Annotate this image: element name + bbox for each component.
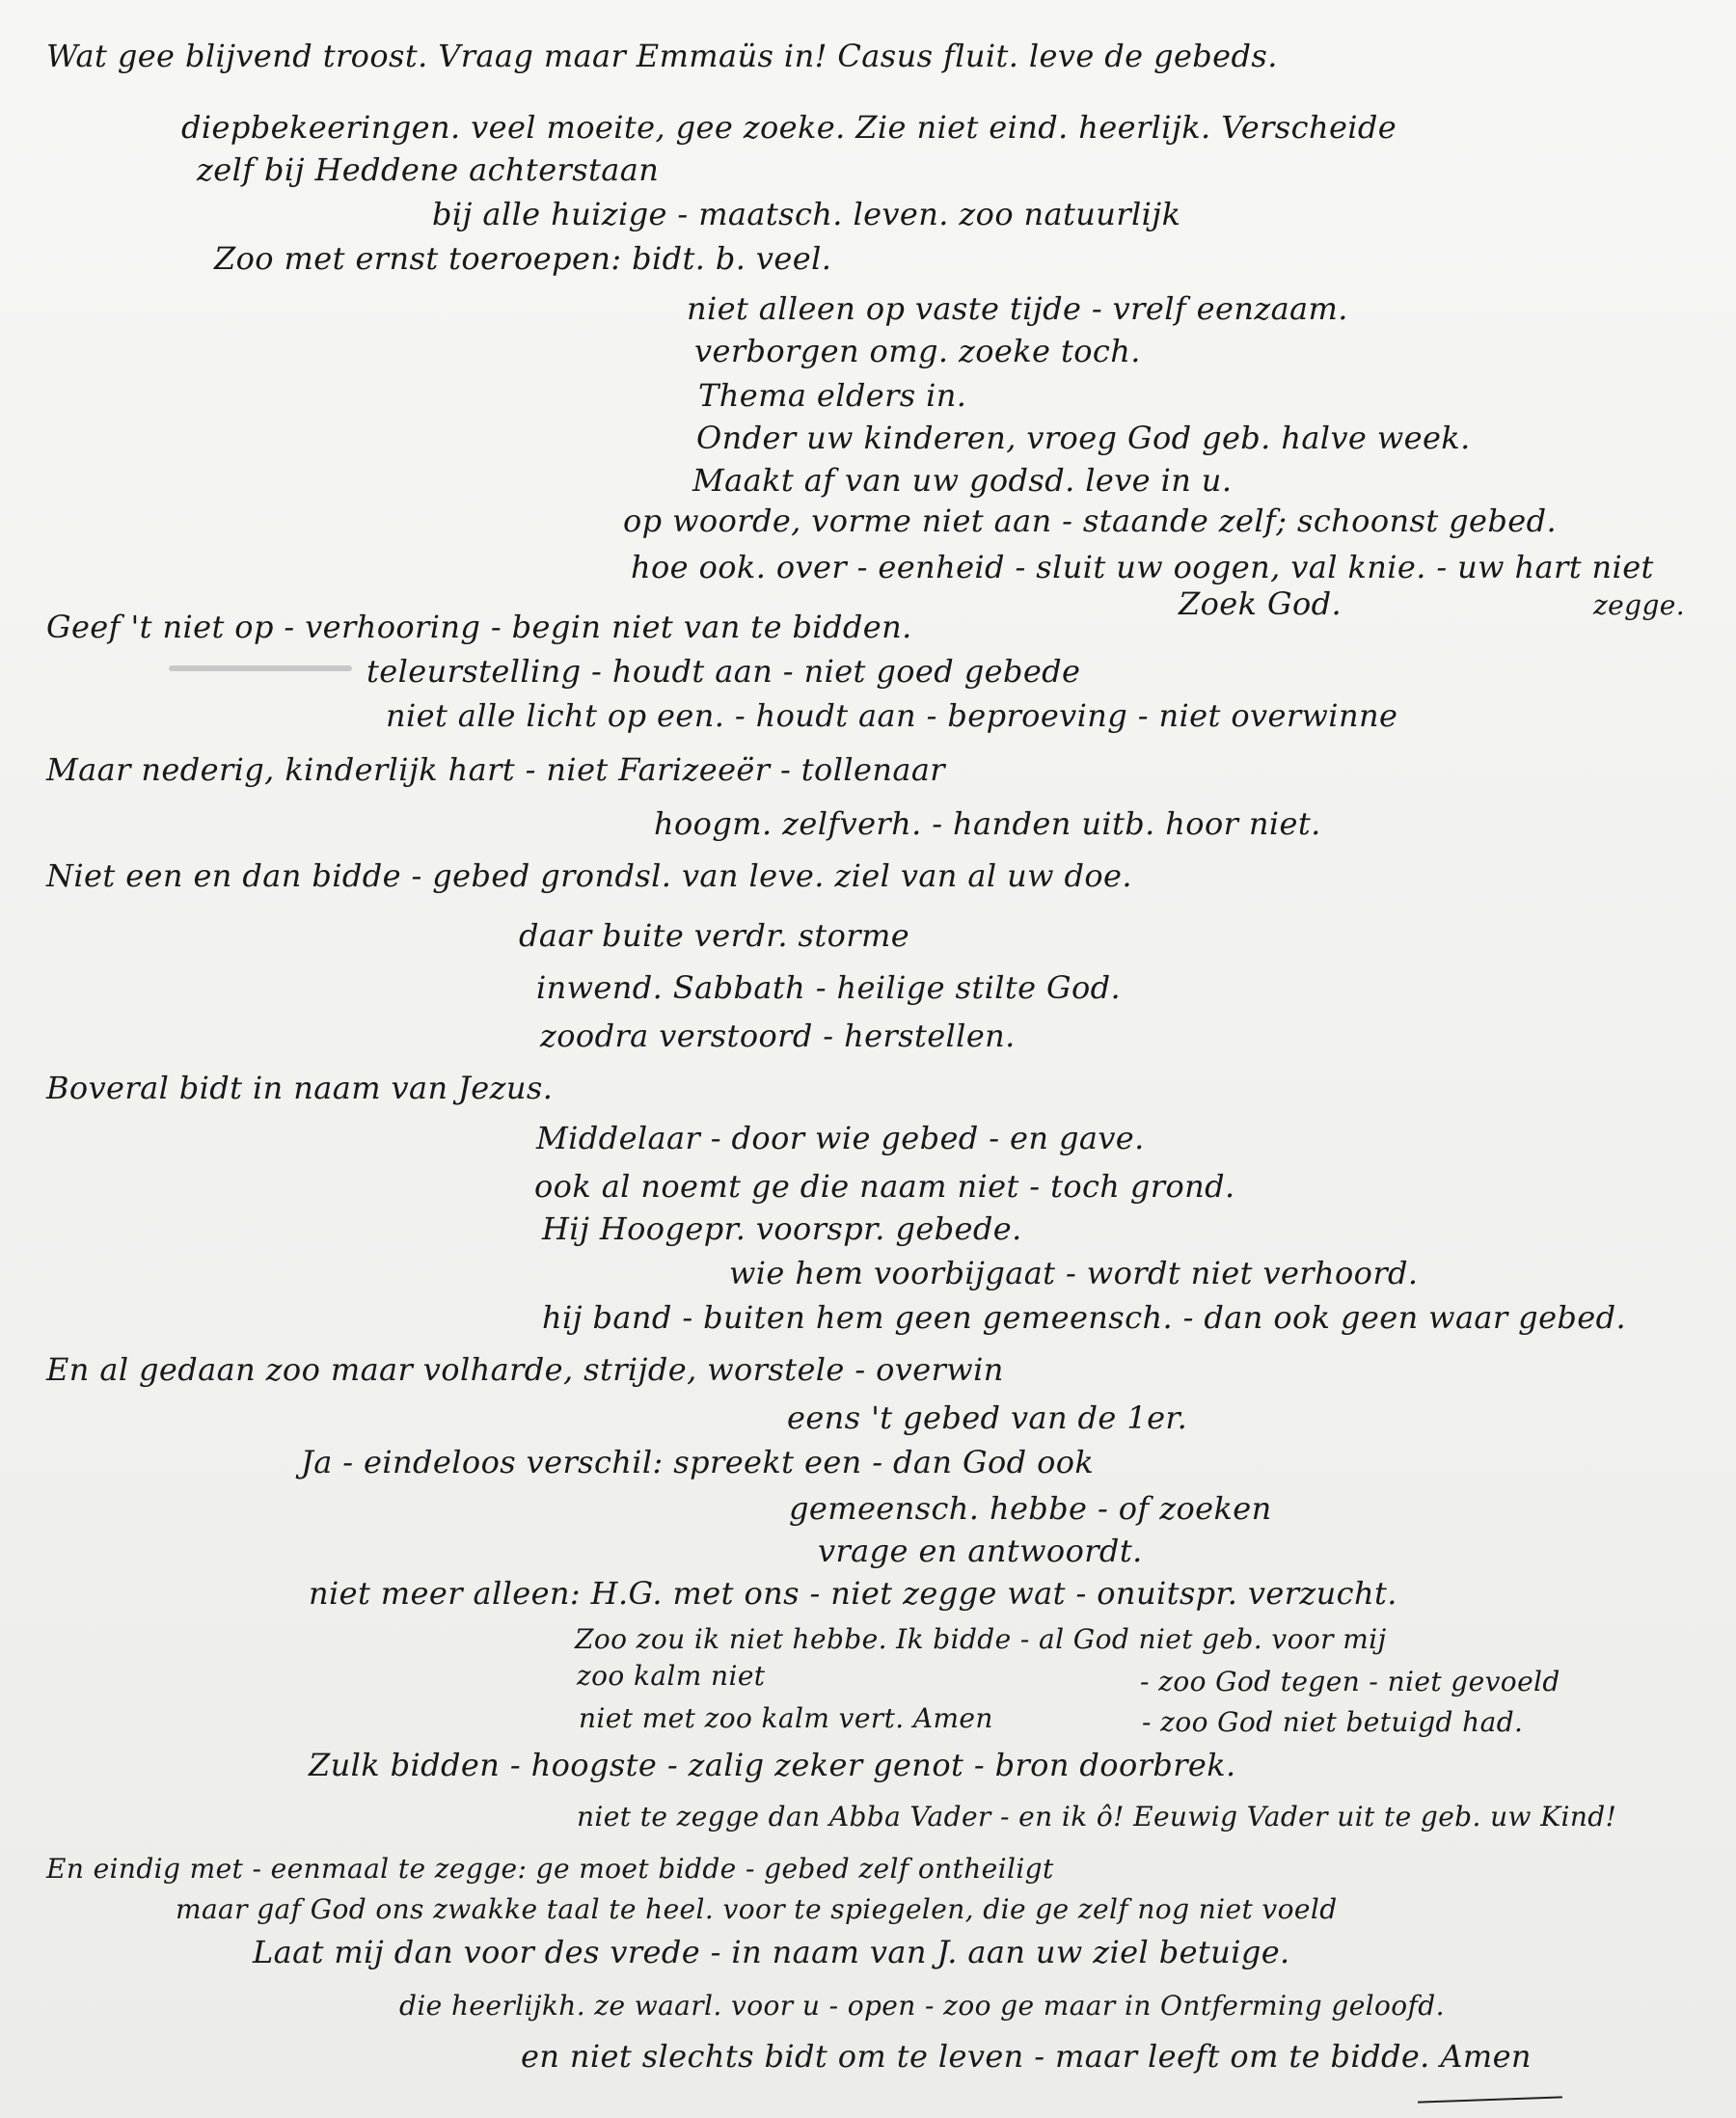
manuscript-line: inwend. Sabbath - heilige stilte God. [536, 969, 1122, 1006]
manuscript-line: Maakt af van uw godsd. leve in u. [692, 462, 1233, 499]
manuscript-line: wie hem voorbijgaat - wordt niet verhoord. [729, 1255, 1419, 1291]
manuscript-line: Zoo met ernst toeroepen: bidt. b. veel. [214, 240, 832, 277]
manuscript-line: maar gaf God ons zwakke taal te heel. voor te spiegelen, die ge zelf nog niet voeld [176, 1893, 1338, 1925]
manuscript-line: niet met zoo kalm vert. Amen [579, 1702, 993, 1734]
manuscript-line: en niet slechts bidt om te leven - maar leeft om te bidde. Amen [521, 2038, 1532, 2075]
manuscript-line: eens 't gebed van de 1er. [787, 1399, 1188, 1436]
manuscript-line: niet alleen op vaste tijde - vrelf eenzaam. [687, 290, 1348, 327]
manuscript-line: Thema elders in. [698, 377, 967, 414]
manuscript-line: bij alle huizige - maatsch. leven. zoo natuurlijk [432, 196, 1181, 232]
manuscript-line: hoogm. zelfverh. - handen uitb. hoor niet. [654, 805, 1321, 842]
manuscript-line: zoodra verstoord - herstellen. [540, 1018, 1016, 1054]
manuscript-line: diepbekeeringen. veel moeite, gee zoeke. Zie niet eind. heerlijk. Verscheide [181, 109, 1397, 146]
manuscript-line: teleurstelling - houdt aan - niet goed gebede [366, 653, 1081, 690]
manuscript-line: ook al noemt ge die naam niet - toch grond. [534, 1168, 1235, 1205]
manuscript-line: Boveral bidt in naam van Jezus. [46, 1070, 554, 1106]
manuscript-line: zoo kalm niet [577, 1660, 766, 1692]
manuscript-line: vrage en antwoordt. [818, 1533, 1143, 1569]
manuscript-line: Middelaar - door wie gebed - en gave. [536, 1120, 1145, 1156]
manuscript-line: En al gedaan zoo maar volharde, strijde, worstele - overwin [46, 1351, 1004, 1388]
manuscript-line: En eindig met - eenmaal te zegge: ge moet bidde - gebed zelf ontheiligt [46, 1853, 1054, 1885]
manuscript-line: - zoo God niet betuigd had. [1142, 1706, 1524, 1738]
manuscript-line: Wat gee blijvend troost. Vraag maar Emmaüs in! Casus fluit. leve de gebeds. [46, 38, 1278, 74]
manuscript-line: niet meer alleen: H.G. met ons - niet zegge wat - onuitspr. verzucht. [309, 1575, 1397, 1612]
manuscript-line: verborgen omg. zoeke toch. [694, 333, 1141, 369]
manuscript-line: niet alle licht op een. - houdt aan - beproeving - niet overwinne [386, 697, 1398, 734]
manuscript-line: zelf bij Heddene achterstaan [197, 151, 660, 188]
manuscript-line: hij band - buiten hem geen gemeensch. - dan ook geen waar gebed. [542, 1299, 1627, 1336]
manuscript-line: hoe ook. over - eenheid - sluit uw oogen, val knie. - uw hart niet [631, 549, 1654, 585]
manuscript-line: Hij Hoogepr. voorspr. gebede. [542, 1210, 1022, 1247]
manuscript-line: die heerlijkh. ze waarl. voor u - open - zoo ge maar in Ontferming geloofd. [399, 1990, 1445, 2022]
manuscript-line: Laat mij dan voor des vrede - in naam van J. aan uw ziel betuige. [253, 1934, 1290, 1970]
manuscript-line: Onder uw kinderen, vroeg God geb. halve week. [696, 420, 1471, 456]
manuscript-line: Zulk bidden - hoogste - zalig zeker genot - bron doorbrek. [309, 1747, 1236, 1783]
manuscript-line: Niet een en dan bidde - gebed grondsl. van leve. ziel van al uw doe. [46, 857, 1132, 894]
manuscript-line: Zoo zou ik niet hebbe. Ik bidde - al God niet geb. voor mij [575, 1623, 1387, 1655]
manuscript-line: Geef 't niet op - verhooring - begin niet van te bidden. [46, 609, 912, 645]
manuscript-line: - zoo God tegen - niet gevoeld [1140, 1666, 1560, 1697]
manuscript-line: Ja - eindeloos verschil: spreekt een - dan God ook [301, 1444, 1095, 1480]
manuscript-line: daar buite verdr. storme [519, 917, 910, 954]
ink-smudge [169, 665, 352, 671]
manuscript-line: zegge. [1593, 589, 1686, 621]
manuscript-line: gemeensch. hebbe - of zoeken [789, 1490, 1272, 1527]
manuscript-line: op woorde, vorme niet aan - staande zelf; schoonst gebed. [623, 502, 1558, 539]
manuscript-line: Maar nederig, kinderlijk hart - niet Farizeeër - tollenaar [46, 751, 945, 788]
signature-underline [1418, 2096, 1562, 2103]
manuscript-line: niet te zegge dan Abba Vader - en ik ô! Eeuwig Vader uit te geb. uw Kind! [577, 1801, 1617, 1833]
manuscript-line: Zoek God. [1179, 585, 1343, 622]
